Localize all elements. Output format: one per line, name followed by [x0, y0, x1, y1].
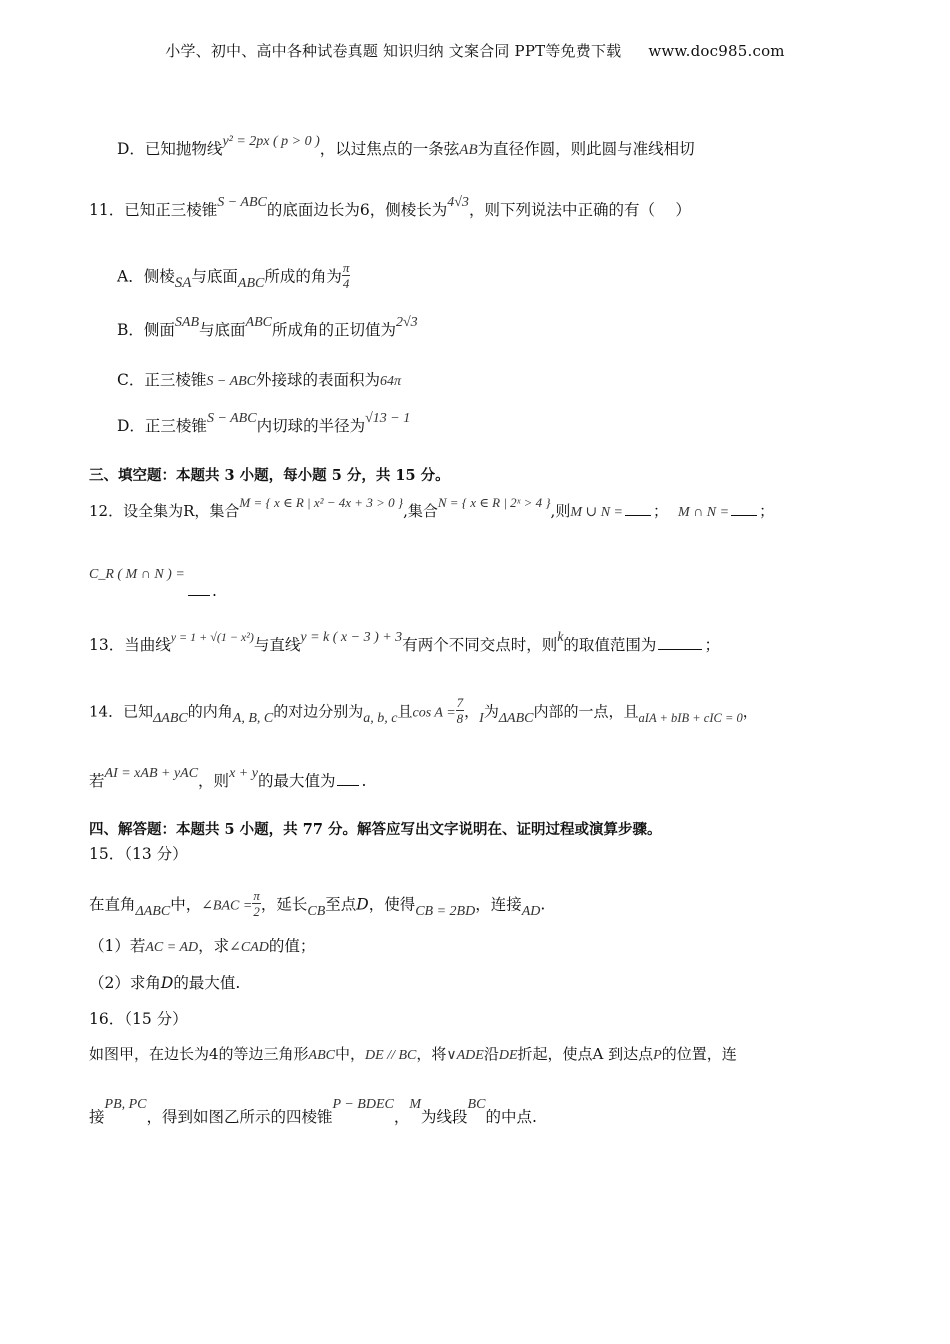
q10-option-d: D．已知抛物线y² = 2px ( p > 0 )，以过焦点的一条弦AB为直径作圆，则此圆与准线相切 [117, 134, 695, 158]
answer-blank[interactable] [731, 501, 757, 516]
section-4-title: 四、解答题：本题共 5 小题，共 77 分。解答应写出文字说明在、证明过程或演算步骤。 [89, 821, 662, 838]
answer-blank[interactable] [188, 581, 210, 596]
q11-option-d: D．正三棱锥S − ABC内切球的半径为√13 − 1 [117, 411, 411, 435]
q14-stem: 14．已知ΔABC的内角A, B, C的对边分别为a, b, c且cos A = $\frac{7}{8}$ ，I为ΔABC内部的一点，且$_{aIA + bIB + cIC = 0}$， [89, 695, 758, 726]
q16-stem: 如图甲，在边长为4的等边三角形ABC中，DE // BC，将∨ADE沿DE折起，使点A 到达点P的位置，连 [89, 1045, 737, 1063]
q15-part-2: （2）求角D的最大值. [89, 974, 241, 992]
q15-part-1: （1）若AC = AD，求∠CAD的值； [89, 937, 316, 955]
header-url: www.doc985.com [648, 42, 785, 60]
q11-option-a: A．侧棱SA与底面ABC所成的角为 $\frac{\pi}{4}$ [117, 260, 350, 291]
q15-header: 15．（13 分） [89, 845, 188, 863]
header-text: 小学、初中、高中各种试卷真题 知识归纳 文案合同 PPT等免费下载 [165, 42, 622, 60]
page-header [0, 40, 950, 61]
q11-option-b: B．侧面SAB与底面ABC所成角的正切值为2√3 [117, 315, 418, 339]
q13-stem: 13．当曲线$^{y = 1 + √(1 - x^2)}$与直线y = k ( x − 3 ) + 3有两个不同交点时，则k的取值范围为 ； [89, 630, 720, 654]
q11-option-c: C．正三棱锥S − ABC外接球的表面积为64π [117, 371, 402, 389]
answer-blank[interactable] [658, 635, 702, 650]
q11-stem: 11．已知正三棱锥S − ABC的底面边长为6，侧棱长为4√3，则下列说法中正确的有（ ） [89, 195, 691, 219]
q15-stem: 在直角ΔABC中，∠BAC = $\frac{\pi}{2}$ ，延长CB至点D，使得CB = 2BD，连接AD. [89, 888, 546, 919]
fraction-7-over-8: $\frac{7}{8}$ [456, 695, 464, 726]
math-parabola: y² = 2px ( p > 0 ) [222, 134, 320, 149]
answer-blank[interactable] [625, 501, 651, 516]
fraction-pi-over-2: $\frac{\pi}{2}$ [253, 888, 260, 919]
q12-stem: 12．设全集为R，集合M = { x ∈ R | x² − 4x + 3 > 0 },集合N = { x ∈ R | 2ˣ > 4 },则M ∪ N = ； M ∩ N = ； [89, 495, 775, 520]
q16-stem-cont: 接PB, PC，得到如图乙所示的四棱锥P − BDEC，M为线段BC的中点. [89, 1097, 537, 1126]
answer-blank[interactable] [337, 771, 359, 786]
q12-complement: C_R ( M ∩ N ) = [89, 567, 185, 582]
q16-header: 16．（15 分） [89, 1010, 188, 1028]
section-3-title: 三、填空题：本题共 3 小题，每小题 5 分，共 15 分。 [89, 467, 450, 484]
q12-third-blank: . [186, 580, 217, 602]
q14-stem-cont: 若AI = xAB + yAC，则x + y的最大值为 . [89, 766, 367, 790]
fraction-pi-over-4: $\frac{\pi}{4}$ [342, 260, 350, 291]
